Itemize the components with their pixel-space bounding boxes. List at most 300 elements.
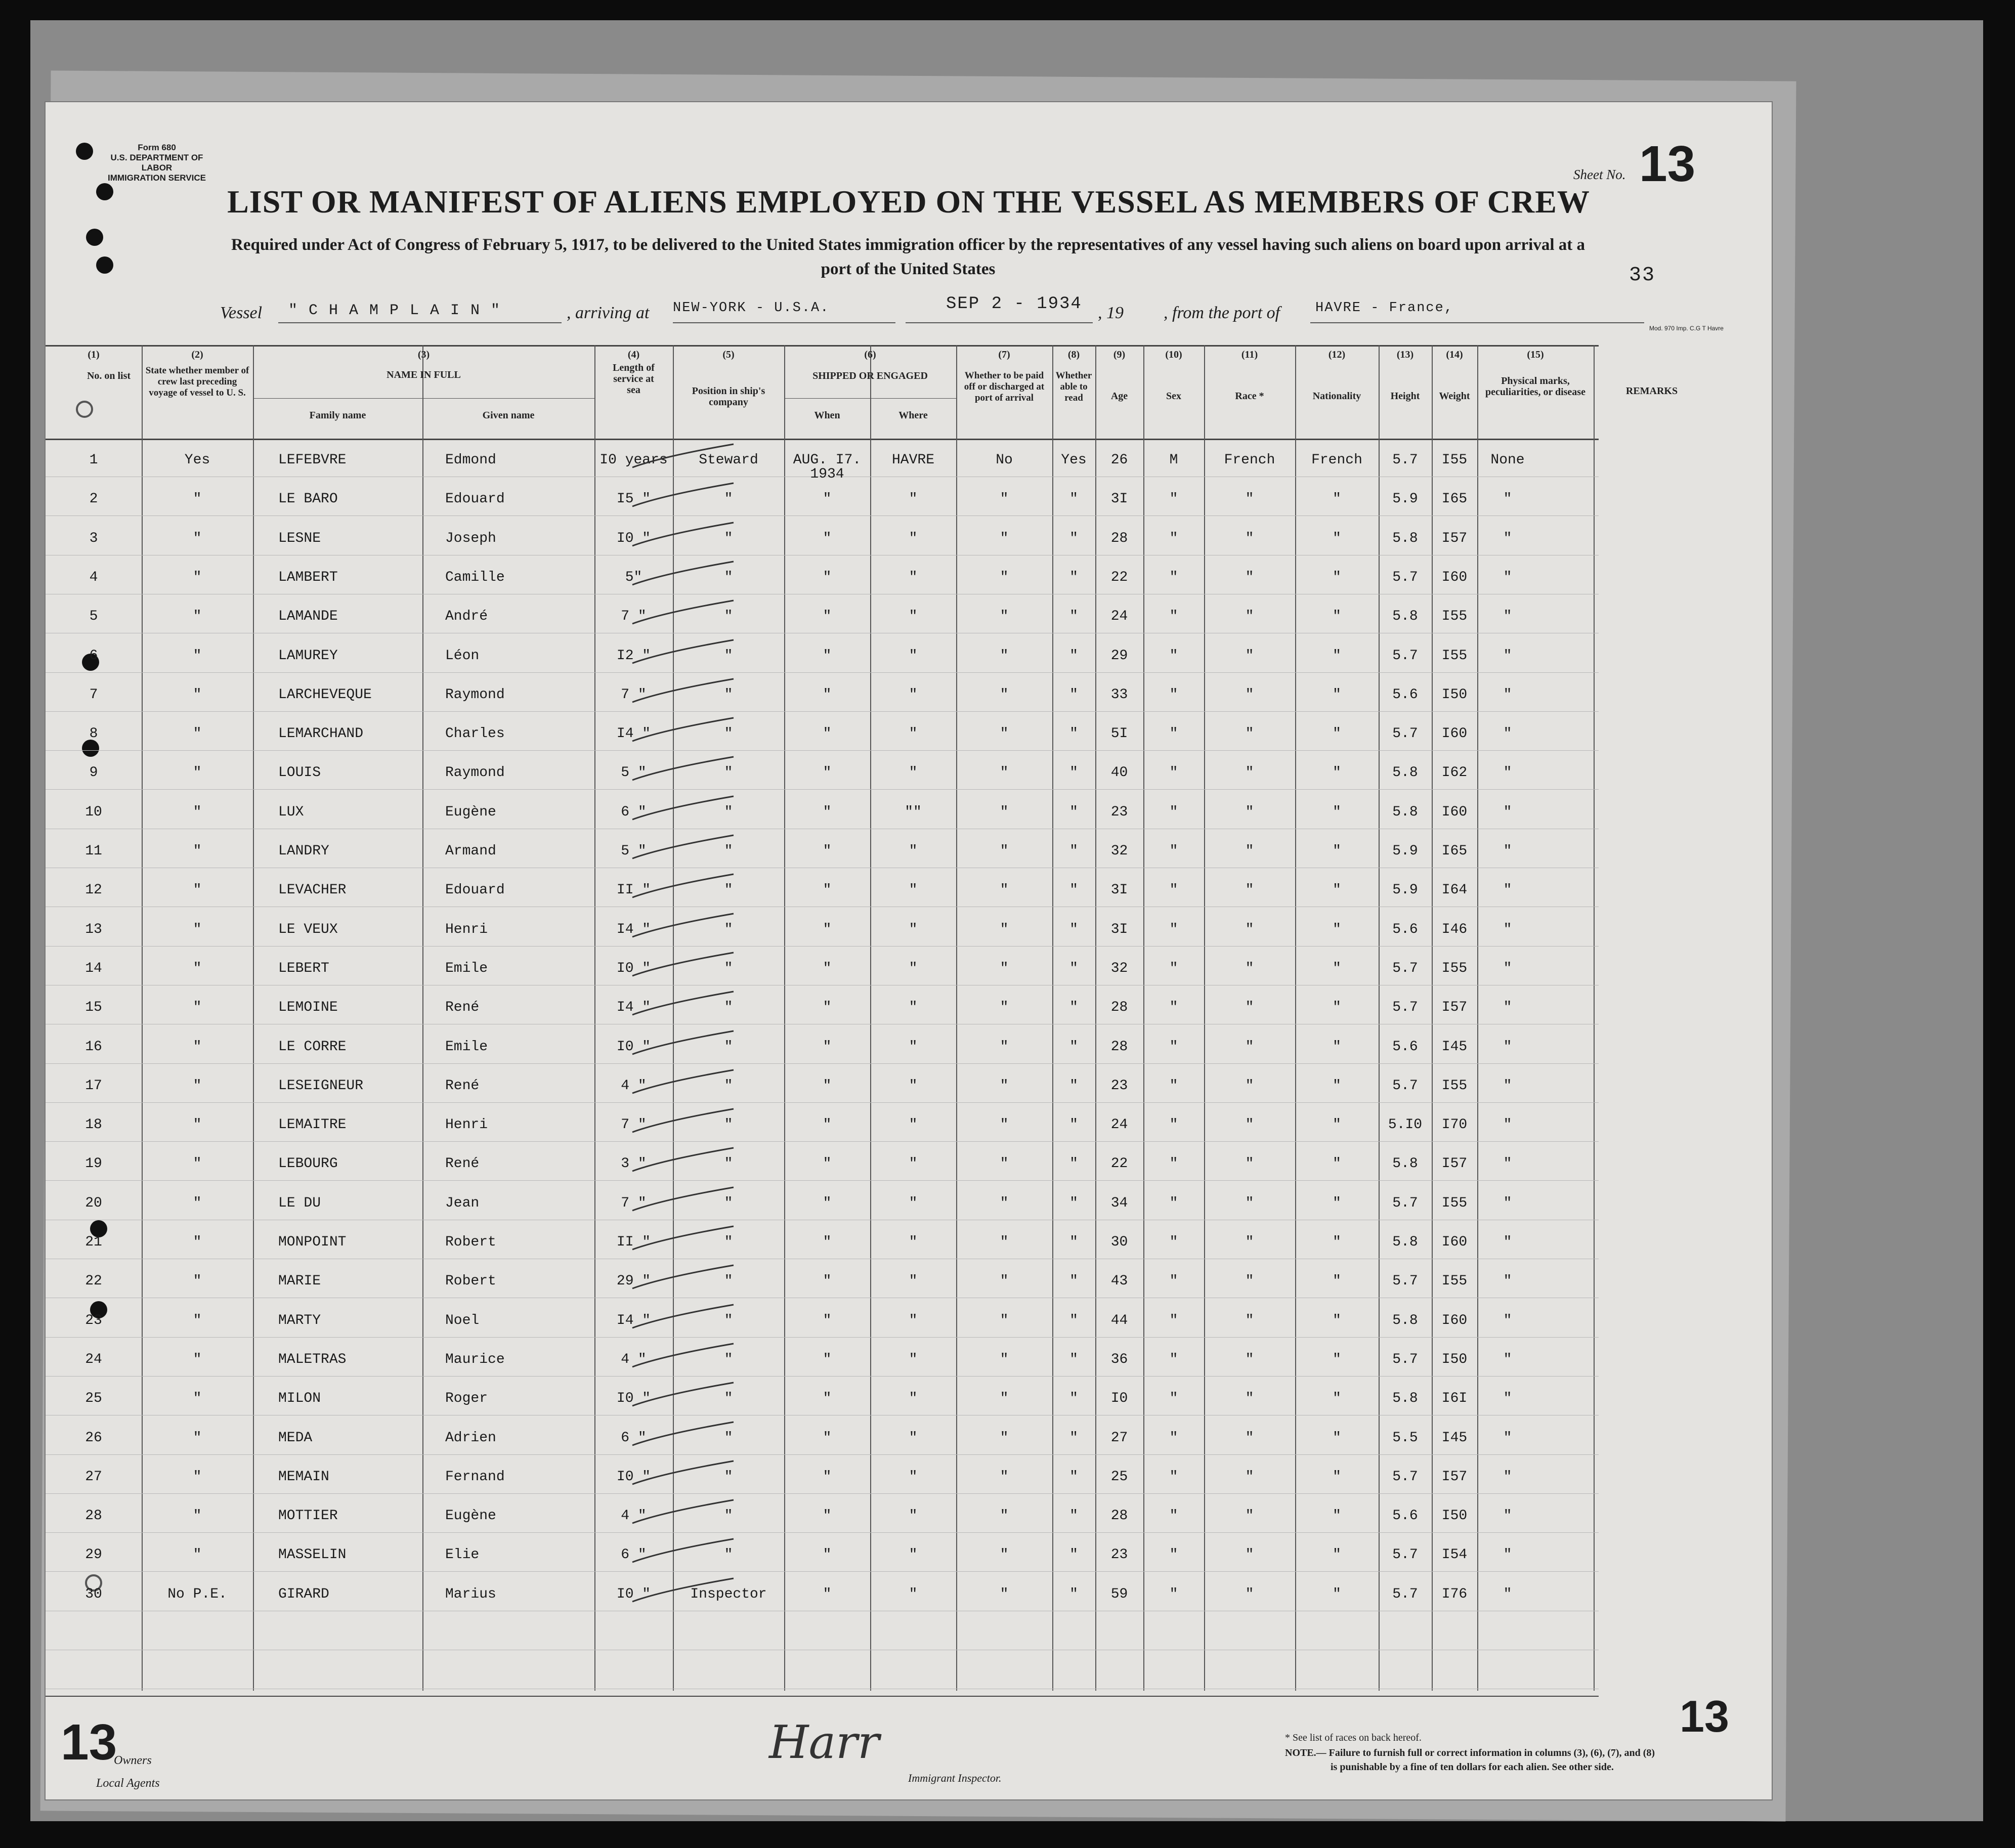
cell-nationality: French	[1311, 452, 1362, 468]
cell-row-number: 15	[85, 1000, 102, 1016]
cell-age: 28	[1110, 1039, 1128, 1055]
cell-given-name: Léon	[445, 648, 480, 664]
header-c5-num: (5)	[722, 349, 735, 360]
cell-family-name: LEVACHER	[278, 882, 347, 898]
cell-shipped-when: "	[823, 530, 832, 546]
cell-weight: I55	[1441, 1273, 1468, 1290]
cell-given-name: René	[445, 1000, 480, 1016]
cell-sex: "	[1169, 530, 1178, 546]
cell-given-name: Marius	[445, 1586, 496, 1602]
cell-shipped-when: "	[823, 1312, 832, 1328]
cell-prev-voyage: "	[193, 491, 202, 507]
cell-paid-off: "	[1000, 1273, 1009, 1290]
cell-shipped-when: "	[823, 1469, 832, 1485]
cell-paid-off: "	[1000, 726, 1009, 742]
cell-paid-off: "	[1000, 765, 1009, 781]
cell-weight: I57	[1441, 1000, 1468, 1016]
cell-nationality: "	[1333, 1195, 1341, 1211]
cell-service-length: I0 "	[616, 1586, 651, 1602]
cell-shipped-year: 1934	[810, 466, 844, 482]
cell-service-length: II "	[616, 882, 651, 898]
cell-paid-off: "	[1000, 1195, 1009, 1211]
vessel-label: Vessel	[220, 304, 263, 322]
cell-age: 28	[1110, 1000, 1128, 1016]
cell-service-length: 7 "	[621, 686, 647, 703]
cell-able-to-read: "	[1069, 1195, 1078, 1211]
cell-shipped-when: "	[823, 882, 832, 898]
cell-age: 26	[1110, 452, 1128, 468]
cell-weight: I55	[1441, 1078, 1468, 1094]
cell-shipped-when: "	[823, 843, 832, 859]
cell-physical-marks: "	[1503, 1156, 1512, 1172]
subtitle-line-1: Required under Act of Congress of February 5, 1917, to be delivered to the United States immigration officer by the representatives of any vessel having such aliens on board upon arrival at a	[231, 236, 1585, 254]
cell-paid-off: "	[1000, 1000, 1009, 1016]
cell-row-number: 14	[85, 960, 102, 976]
cell-shipped-where: "	[909, 765, 918, 781]
cell-age: 3I	[1110, 882, 1128, 898]
owners-label: Owners	[114, 1754, 152, 1767]
cell-service-length: 4 "	[621, 1351, 647, 1367]
cell-shipped-when: AUG. I7.	[793, 452, 862, 468]
cell-given-name: Robert	[445, 1234, 496, 1250]
cell-physical-marks: "	[1503, 1078, 1512, 1094]
cell-row-number: 8	[89, 726, 98, 742]
cell-height: 5.6	[1392, 686, 1418, 703]
cell-weight: I55	[1441, 648, 1468, 664]
cell-service-length: I2 "	[616, 648, 651, 664]
cell-prev-voyage: "	[193, 530, 202, 546]
crew-table	[46, 345, 1772, 1691]
cell-able-to-read: "	[1069, 921, 1078, 937]
cell-shipped-where: "	[909, 1586, 918, 1602]
cell-physical-marks: "	[1503, 1351, 1512, 1367]
cell-position: "	[724, 1312, 733, 1328]
cell-height: 5.7	[1392, 569, 1418, 585]
cell-given-name: Edouard	[445, 491, 505, 507]
cell-shipped-where: "	[909, 1430, 918, 1446]
cell-able-to-read: "	[1069, 686, 1078, 703]
cell-row-number: 30	[85, 1586, 102, 1602]
header-c14: Weight	[1439, 391, 1470, 402]
check-mark-icon	[627, 1575, 739, 1606]
cell-family-name: LEMOINE	[278, 1000, 338, 1016]
cell-position: "	[724, 1391, 733, 1407]
cell-physical-marks: "	[1503, 648, 1512, 664]
cell-paid-off: "	[1000, 1078, 1009, 1094]
cell-family-name: LESNE	[278, 530, 321, 546]
cell-shipped-where: "	[909, 1000, 918, 1016]
cell-family-name: MONPOINT	[278, 1234, 347, 1250]
cell-row-number: 11	[85, 843, 102, 859]
header-c10-num: (10)	[1165, 349, 1182, 360]
cell-weight: I55	[1441, 609, 1468, 625]
cell-nationality: "	[1333, 1586, 1341, 1602]
header-c8-num: (8)	[1067, 349, 1080, 360]
cell-nationality: "	[1333, 1000, 1341, 1016]
cell-shipped-when: "	[823, 1117, 832, 1133]
cell-race: "	[1245, 1078, 1254, 1094]
check-mark-icon	[627, 520, 739, 550]
cell-weight: I54	[1441, 1547, 1468, 1563]
cell-race: "	[1245, 882, 1254, 898]
cell-paid-off: "	[1000, 491, 1009, 507]
cell-service-length: I4 "	[616, 1312, 651, 1328]
cell-race: "	[1245, 1000, 1254, 1016]
cell-position: "	[724, 1508, 733, 1524]
cell-family-name: MARTY	[278, 1312, 321, 1328]
check-mark-icon	[627, 1223, 739, 1254]
cell-race: "	[1245, 765, 1254, 781]
cell-service-length: II "	[616, 1234, 651, 1250]
cell-nationality: "	[1333, 726, 1341, 742]
cell-given-name: René	[445, 1078, 480, 1094]
check-mark-icon	[627, 911, 739, 941]
cell-shipped-where: "	[909, 843, 918, 859]
cell-row-number: 5	[89, 609, 98, 625]
cell-physical-marks: "	[1503, 882, 1512, 898]
check-mark-icon	[627, 1458, 739, 1488]
check-mark-icon	[627, 950, 739, 980]
cell-weight: I60	[1441, 569, 1468, 585]
cell-sex: "	[1169, 491, 1178, 507]
cell-height: 5.8	[1392, 609, 1418, 625]
cell-family-name: MILON	[278, 1391, 321, 1407]
year-label: , 19	[1098, 304, 1124, 322]
cell-weight: I60	[1441, 1234, 1468, 1250]
cell-shipped-when: "	[823, 726, 832, 742]
cell-sex: "	[1169, 1508, 1178, 1524]
department-name: U.S. DEPARTMENT OF LABOR	[110, 153, 203, 173]
cell-weight: I65	[1441, 843, 1468, 859]
cell-paid-off: "	[1000, 804, 1009, 820]
cell-weight: I46	[1441, 921, 1468, 937]
cell-race: "	[1245, 1586, 1254, 1602]
cell-able-to-read: "	[1069, 1586, 1078, 1602]
check-mark-icon	[627, 793, 739, 824]
cell-sex: M	[1169, 452, 1178, 468]
cell-paid-off: "	[1000, 1039, 1009, 1055]
header-c2: State whether member of crew last preceding voyage of vessel to U. S.	[145, 365, 249, 398]
cell-age: 33	[1110, 686, 1128, 703]
cell-paid-off: "	[1000, 569, 1009, 585]
cell-race: "	[1245, 726, 1254, 742]
check-mark-icon	[627, 1341, 739, 1371]
cell-given-name: Fernand	[445, 1469, 505, 1485]
cell-paid-off: "	[1000, 1508, 1009, 1524]
cell-shipped-where: "	[909, 960, 918, 976]
cell-prev-voyage: "	[193, 1000, 202, 1016]
cell-position: "	[724, 804, 733, 820]
check-mark-icon	[627, 989, 739, 1019]
header-c15-num: (15)	[1527, 349, 1544, 360]
check-mark-icon	[627, 1380, 739, 1410]
cell-position: "	[724, 1351, 733, 1367]
cell-paid-off: "	[1000, 1312, 1009, 1328]
cell-shipped-where: "	[909, 1391, 918, 1407]
header-c1-num: (1)	[88, 349, 100, 360]
cell-shipped-where: "	[909, 1273, 918, 1290]
cell-paid-off: "	[1000, 1469, 1009, 1485]
cell-shipped-when: "	[823, 1000, 832, 1016]
cell-age: 43	[1110, 1273, 1128, 1290]
cell-physical-marks: "	[1503, 804, 1512, 820]
cell-position: "	[724, 1547, 733, 1563]
cell-shipped-where: "	[909, 648, 918, 664]
cell-prev-voyage: "	[193, 648, 202, 664]
cell-sex: "	[1169, 843, 1178, 859]
cell-race: "	[1245, 1156, 1254, 1172]
cell-weight: I55	[1441, 1195, 1468, 1211]
cell-service-length: 5 "	[621, 765, 647, 781]
cell-race: "	[1245, 569, 1254, 585]
cell-shipped-where: "	[909, 726, 918, 742]
cell-shipped-when: "	[823, 765, 832, 781]
cell-sex: "	[1169, 1273, 1178, 1290]
cell-weight: I55	[1441, 452, 1468, 468]
cell-height: 5.7	[1392, 1351, 1418, 1367]
cell-physical-marks: "	[1503, 960, 1512, 976]
cell-position: "	[724, 921, 733, 937]
cell-age: 3I	[1110, 921, 1128, 937]
cell-height: 5.9	[1392, 882, 1418, 898]
cell-race: "	[1245, 1430, 1254, 1446]
cell-position: "	[724, 491, 733, 507]
header-c12-num: (12)	[1328, 349, 1346, 360]
cell-row-number: 7	[89, 686, 98, 703]
cell-nationality: "	[1333, 882, 1341, 898]
cell-physical-marks: "	[1503, 921, 1512, 937]
cell-race: "	[1245, 804, 1254, 820]
cell-row-number: 3	[89, 530, 98, 546]
cell-shipped-where: "	[909, 491, 918, 507]
form-number: Form 680	[138, 143, 176, 152]
arriving-port: NEW-YORK - U.S.A.	[673, 300, 830, 316]
cell-height: 5.8	[1392, 1391, 1418, 1407]
cell-able-to-read: "	[1069, 1547, 1078, 1563]
cell-position: "	[724, 765, 733, 781]
cell-given-name: Armand	[445, 843, 496, 859]
cell-position: Inspector	[690, 1586, 767, 1602]
header-c6b: Where	[898, 410, 928, 421]
cell-service-length: I5 "	[616, 491, 651, 507]
cell-row-number: 22	[85, 1273, 102, 1290]
cell-paid-off: "	[1000, 1547, 1009, 1563]
cell-race: French	[1224, 452, 1275, 468]
cell-service-length: I0 "	[616, 1469, 651, 1485]
cell-shipped-when: "	[823, 804, 832, 820]
arriving-label: , arriving at	[567, 304, 650, 322]
header-c6a: When	[814, 410, 840, 421]
cell-nationality: "	[1333, 1547, 1341, 1563]
cell-family-name: MALETRAS	[278, 1351, 347, 1367]
cell-given-name: Adrien	[445, 1430, 496, 1446]
cell-prev-voyage: "	[193, 843, 202, 859]
cell-sex: "	[1169, 1312, 1178, 1328]
cell-family-name: LEMARCHAND	[278, 726, 364, 742]
cell-sex: "	[1169, 726, 1178, 742]
cell-prev-voyage: "	[193, 882, 202, 898]
cell-given-name: Jean	[445, 1195, 480, 1211]
cell-sex: "	[1169, 1000, 1178, 1016]
cell-nationality: "	[1333, 686, 1341, 703]
cell-service-length: I0 "	[616, 960, 651, 976]
cell-family-name: LEBERT	[278, 960, 329, 976]
cell-age: 27	[1110, 1430, 1128, 1446]
cell-age: 24	[1110, 1117, 1128, 1133]
sheet-number: 13	[1639, 136, 1696, 192]
cell-prev-voyage: "	[193, 1156, 202, 1172]
cell-given-name: Eugène	[445, 804, 496, 820]
cell-able-to-read: "	[1069, 960, 1078, 976]
cell-prev-voyage: "	[193, 726, 202, 742]
cell-age: 24	[1110, 609, 1128, 625]
header-c4-num: (4)	[627, 349, 640, 360]
cell-age: 30	[1110, 1234, 1128, 1250]
cell-sex: "	[1169, 609, 1178, 625]
cell-race: "	[1245, 686, 1254, 703]
cell-race: "	[1245, 1195, 1254, 1211]
cell-height: 5.8	[1392, 530, 1418, 546]
cell-row-number: 29	[85, 1547, 102, 1563]
cell-service-length: I0 years	[599, 452, 668, 468]
cell-age: 23	[1110, 1078, 1128, 1094]
cell-height: 5.7	[1392, 726, 1418, 742]
check-mark-icon	[627, 1067, 739, 1097]
cell-sex: "	[1169, 765, 1178, 781]
cell-given-name: Charles	[445, 726, 505, 742]
cell-given-name: Maurice	[445, 1351, 505, 1367]
cell-nationality: "	[1333, 765, 1341, 781]
cell-row-number: 19	[85, 1156, 102, 1172]
sheet-label: Sheet No.	[1573, 167, 1626, 182]
cell-sex: "	[1169, 1117, 1178, 1133]
cell-row-number: 4	[89, 569, 98, 585]
cell-given-name: Camille	[445, 569, 505, 585]
cell-shipped-when: "	[823, 491, 832, 507]
inspector-label: Immigrant Inspector.	[908, 1772, 1002, 1784]
cell-race: "	[1245, 1234, 1254, 1250]
cell-age: 28	[1110, 530, 1128, 546]
cell-row-number: 20	[85, 1195, 102, 1211]
vessel-name: " C H A M P L A I N "	[288, 302, 501, 319]
cell-prev-voyage: Yes	[184, 452, 210, 468]
cell-prev-voyage: "	[193, 1312, 202, 1328]
check-mark-icon	[627, 1497, 739, 1527]
cell-weight: I50	[1441, 1508, 1468, 1524]
cell-row-number: 17	[85, 1078, 102, 1094]
cell-nationality: "	[1333, 1469, 1341, 1485]
check-mark-icon	[627, 832, 739, 863]
cell-family-name: LEBOURG	[278, 1156, 338, 1172]
cell-prev-voyage: "	[193, 1195, 202, 1211]
header-c10: Sex	[1166, 391, 1181, 402]
cell-prev-voyage: "	[193, 1117, 202, 1133]
cell-family-name: LE DU	[278, 1195, 321, 1211]
header-c6-num: (6)	[864, 349, 876, 360]
cell-family-name: MOTTIER	[278, 1508, 338, 1524]
cell-physical-marks: "	[1503, 686, 1512, 703]
cell-height: 5.8	[1392, 1156, 1418, 1172]
cell-paid-off: "	[1000, 609, 1009, 625]
cell-height: 5.8	[1392, 1234, 1418, 1250]
cell-service-length: 7 "	[621, 609, 647, 625]
cell-weight: I50	[1441, 1351, 1468, 1367]
cell-able-to-read: "	[1069, 1234, 1078, 1250]
cell-race: "	[1245, 648, 1254, 664]
check-mark-icon	[627, 597, 739, 628]
cell-able-to-read: "	[1069, 1351, 1078, 1367]
cell-physical-marks: "	[1503, 569, 1512, 585]
cell-height: 5.6	[1392, 921, 1418, 937]
cell-shipped-when: "	[823, 1547, 832, 1563]
cell-able-to-read: "	[1069, 765, 1078, 781]
cell-family-name: LE BARO	[278, 491, 338, 507]
cell-shipped-when: "	[823, 686, 832, 703]
cell-shipped-where: "	[909, 1547, 918, 1563]
cell-race: "	[1245, 1547, 1254, 1563]
cell-service-length: 6 "	[621, 1547, 647, 1563]
cell-service-length: 5 "	[621, 843, 647, 859]
cell-physical-marks: "	[1503, 726, 1512, 742]
cell-paid-off: "	[1000, 530, 1009, 546]
cell-paid-off: "	[1000, 882, 1009, 898]
cell-height: 5.7	[1392, 452, 1418, 468]
check-mark-icon	[627, 1262, 739, 1293]
cell-nationality: "	[1333, 530, 1341, 546]
cell-height: 5.7	[1392, 1000, 1418, 1016]
cell-able-to-read: "	[1069, 726, 1078, 742]
cell-age: 40	[1110, 765, 1128, 781]
service-name: IMMIGRATION SERVICE	[108, 173, 206, 183]
cell-paid-off: "	[1000, 843, 1009, 859]
cell-shipped-where: "	[909, 1156, 918, 1172]
cell-sex: "	[1169, 1039, 1178, 1055]
cell-height: 5.5	[1392, 1430, 1418, 1446]
cell-nationality: "	[1333, 1039, 1341, 1055]
cell-position: "	[724, 686, 733, 703]
cell-paid-off: "	[1000, 1586, 1009, 1602]
cell-given-name: Henri	[445, 1117, 488, 1133]
cell-race: "	[1245, 1312, 1254, 1328]
cell-physical-marks: "	[1503, 843, 1512, 859]
cell-height: 5.7	[1392, 960, 1418, 976]
cell-age: 5I	[1110, 726, 1128, 742]
cell-row-number: 6	[89, 648, 98, 664]
cell-height: 5.9	[1392, 491, 1418, 507]
cell-service-length: 6 "	[621, 1430, 647, 1446]
cell-nationality: "	[1333, 1078, 1341, 1094]
cell-physical-marks: "	[1503, 765, 1512, 781]
cell-prev-voyage: "	[193, 1508, 202, 1524]
cell-position: "	[724, 530, 733, 546]
cell-nationality: "	[1333, 609, 1341, 625]
header-c12: Nationality	[1312, 391, 1361, 402]
cell-paid-off: "	[1000, 686, 1009, 703]
cell-position: "	[724, 1234, 733, 1250]
check-mark-icon	[627, 1302, 739, 1332]
cell-shipped-where: HAVRE	[891, 452, 934, 468]
cell-weight: I65	[1441, 491, 1468, 507]
cell-prev-voyage: "	[193, 804, 202, 820]
header-c7-num: (7)	[998, 349, 1010, 360]
cell-height: 5.6	[1392, 1508, 1418, 1524]
cell-weight: I60	[1441, 1312, 1468, 1328]
arrival-date: SEP 2 - 1934	[946, 294, 1082, 314]
cell-nationality: "	[1333, 1508, 1341, 1524]
header-c2-num: (2)	[191, 349, 203, 360]
cell-nationality: "	[1333, 960, 1341, 976]
cell-age: 32	[1110, 843, 1128, 859]
